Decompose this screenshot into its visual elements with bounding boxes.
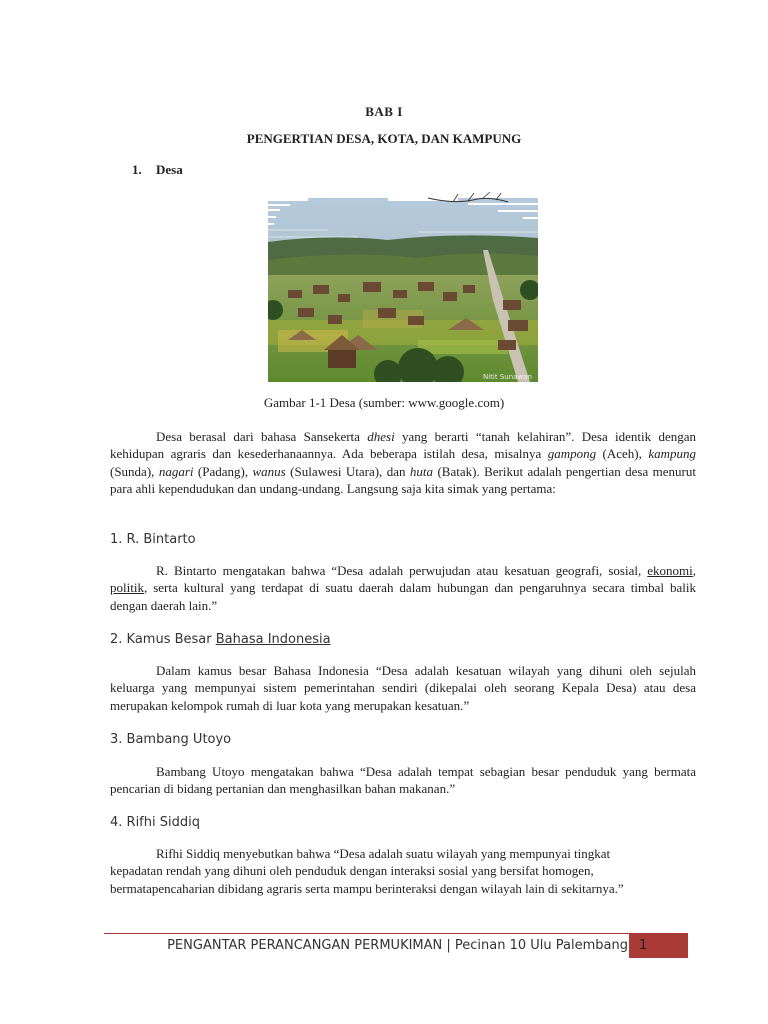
figure-caption: Gambar 1-1 Desa (sumber: www.google.com) — [263, 395, 505, 410]
section-heading — [132, 162, 183, 178]
expert-heading-utoyo: 3. Bambang Utoyo — [110, 732, 232, 747]
section-number: 1. — [132, 162, 142, 177]
expert-paragraph-utoyo: Bambang Utoyo mengatakan bahwa “Desa adalah tempat sebagian besar penduduk yang bermata pencarian di bidang pertanian dan menghasilkan bahan makanan.” — [110, 764, 696, 797]
link-politik[interactable]: politik — [110, 580, 144, 596]
footer-text: PENGANTAR PERANCANGAN PERMUKIMAN | Pecinan 10 Ulu Palembang — [167, 938, 628, 953]
siddiq-line-2: kepadatan rendah yang dihuni oleh penduduk dengan interaksi sosial yang bersifat homogen, — [110, 863, 594, 879]
expert-paragraph-bintarto: R. Bintarto mengatakan bahwa “Desa adalah perwujudan atau kesatuan geografi, sosial, ekonomi, politik, serta kultural yang terdapat di suatu daerah dalam hubungan dan pengaruhnya secara timbal balik dengan daerah lain.” — [110, 563, 696, 613]
siddiq-line-3: bermatapencaharian dibidang agraris serta mampu berinteraksi dengan wilayah lain di sekitarnya.” — [110, 880, 624, 896]
page-number: 1 — [639, 938, 648, 953]
village-photo — [268, 190, 538, 382]
expert-heading-kbbi: 2. Kamus Besar Bahasa Indonesia — [110, 632, 331, 647]
expert-heading-siddiq: 4. Rifhi Siddiq — [110, 815, 200, 830]
expert-paragraph-siddiq — [110, 845, 696, 897]
link-bahasa-indonesia[interactable]: Bahasa Indonesia — [215, 632, 331, 647]
intro-paragraph: Desa berasal dari bahasa Sansekerta dhesi yang berarti “tanah kelahiran”. Desa identik dengan kehidupan agraris dan kesederhanaannya. Ada beberapa istilah desa, misalnya gampong (Aceh), kampung (Sunda), nagari (Padang), wanus (Sulawesi Utara), dan huta (Batak). Berikut adalah pengertian desa menurut para ahli kependudukan dan undang-undang. Langsung saja kita simak yang pertama: — [110, 429, 697, 496]
expert-paragraph-kbbi: Dalam kamus besar Bahasa Indonesia “Desa adalah kesatuan wilayah yang dihuni oleh sejulah keluarga yang mempunyai sistem pemerintahan sendiri (dikepalai oleh seorang Kepala Desa) atau desa merupakan kelompok rumah di luar kota yang merupakan kesatuan.” — [110, 663, 696, 713]
chapter-number: BAB I — [365, 104, 403, 119]
page-number-box — [629, 933, 688, 958]
photo-watermark: Nitit Sunawan — [483, 373, 532, 381]
siddiq-line-1: Rifhi Siddiq menyebutkan bahwa “Desa adalah suatu wilayah yang mempunyai tingkat — [156, 846, 611, 861]
chapter-title: PENGERTIAN DESA, KOTA, DAN KAMPUNG — [246, 131, 522, 146]
expert-heading-bintarto: 1. R. Bintarto — [110, 532, 196, 547]
link-ekonomi[interactable]: ekonomi — [647, 563, 693, 578]
section-label: Desa — [156, 162, 183, 177]
